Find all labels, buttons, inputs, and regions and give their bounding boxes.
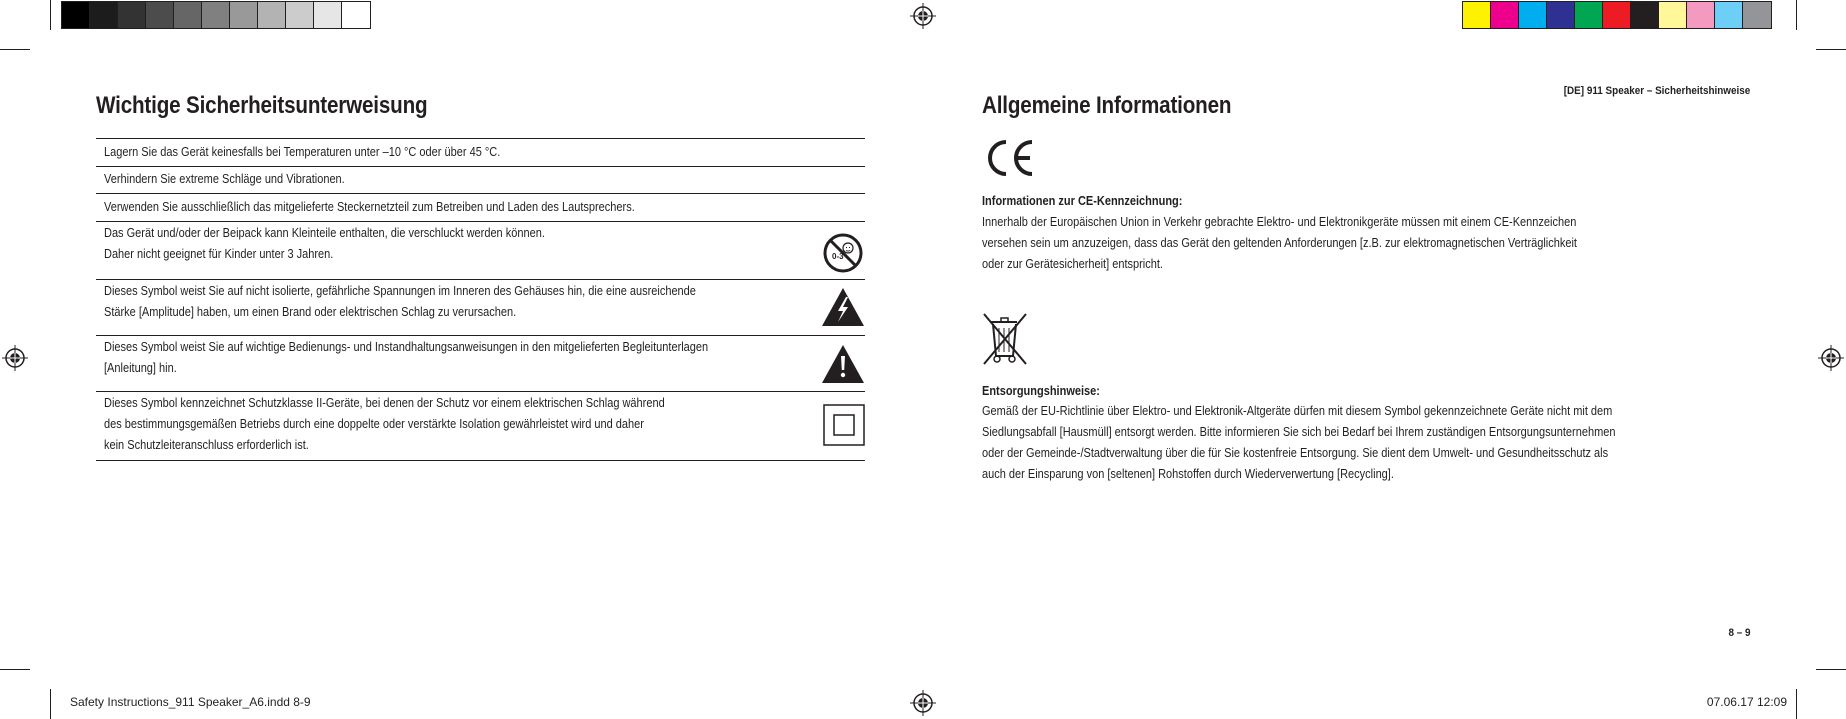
color-swatch [62,2,90,28]
page-title-left: Wichtige Sicherheitsunterweisung [96,92,428,119]
table-row [96,280,865,336]
safety-table [96,138,865,461]
color-swatch [1659,2,1687,28]
row-text: Verhindern Sie extreme Schläge und Vibrationen. [104,172,345,186]
crossed-out-wheelie-bin-icon [982,312,1028,366]
running-head: [DE] 911 Speaker – Sicherheitshinweise [1563,85,1750,97]
svg-text:0-3: 0-3 [832,252,844,261]
color-swatch [1687,2,1715,28]
color-swatch [202,2,230,28]
ce-paragraph: Innerhalb der Europäischen Union in Verkehr gebrachte Elektro- und Elektronikgeräte müssen mit einem CE-Kennzeichen versehen sein um anzuzeigen, dass das Gerät den geltenden Anforderungen [z.B. zur elektromagnetischen Verträglichkeit oder zur Gerätesicherheit] entspricht. [982,215,1577,271]
file-slug: Safety Instructions_911 Speaker_A6.indd 8-9 [70,695,311,709]
color-swatch [1631,2,1659,28]
crop-mark [1796,0,1797,30]
crop-mark [1816,669,1846,670]
caution-exclamation-icon [821,344,865,384]
registration-mark-icon [910,3,936,29]
table-row [96,222,865,280]
row-text: Verwenden Sie ausschließlich das mitgelieferte Steckernetzteil zum Betreiben und Laden des Lautsprechers. [104,200,635,214]
color-swatch [90,2,118,28]
color-swatch [1491,2,1519,28]
crop-mark [0,49,30,50]
date-slug: 07.06.17 12:09 [1706,695,1787,709]
color-swatch [342,2,370,28]
high-voltage-warning-icon [821,287,865,327]
color-swatch [1715,2,1743,28]
table-row [96,139,865,167]
table-row [96,194,865,222]
ce-mark-icon [984,138,1038,178]
color-swatch [1547,2,1575,28]
row-text: Das Gerät und/oder der Beipack kann Kleinteile enthalten, die verschluckt werden können. Daher nicht geeignet für Kinder unter 3 Jahren. [104,226,545,261]
registration-mark-icon [2,345,28,371]
table-row [96,392,865,461]
crop-mark [1816,49,1846,50]
row-text: Lagern Sie das Gerät keinesfalls bei Temperaturen unter –10 °C oder über 45 °C. [104,145,501,159]
registration-mark-icon [1818,345,1844,371]
color-swatch [118,2,146,28]
color-swatch [230,2,258,28]
protection-class-ii-icon [823,404,865,446]
disposal-heading: Entsorgungshinweise: [982,384,1100,398]
color-swatch [1603,2,1631,28]
ce-heading: Informationen zur CE-Kennzeichnung: [982,194,1183,208]
crop-mark [50,689,51,719]
row-text: Dieses Symbol kennzeichnet Schutzklasse II-Geräte, bei denen der Schutz vor einem elektrischen Schlag während des bestimmungsgemäßen Betriebs durch eine doppelte oder verstärkte Isolation gewährleistet wird und daher kein Schutzleiteranschluss erforderlich ist. [104,396,665,452]
color-swatch [258,2,286,28]
table-row [96,167,865,194]
color-swatch [174,2,202,28]
disposal-paragraph: Gemäß der EU-Richtlinie über Elektro- und Elektronik-Altgeräte dürfen mit diesem Symbol gekennzeichnete Geräte nicht mit dem Siedlungsabfall [Hausmüll] entsorgt werden. Bitte informieren Sie sich bei Bedarf bei Ihrem zuständigen Entsorgungsunternehmen oder der Gemeinde-/Stadtverwaltung über die für Sie kostenfreie Entsorgung. Sie dient dem Umwelt- und Gesundheitsschutz als auch der Einsparung von [seltenen] Rohstoffen durch Wiederverwertung [Recycling]. [982,404,1616,481]
page-numbers: 8 – 9 [1727,627,1750,639]
row-text: Dieses Symbol weist Sie auf nicht isolierte, gefährliche Spannungen im Inneren des Gehäuses hin, die eine ausreichende Stärke [Amplitude] haben, um einen Brand oder elektrischen Schlag zu verursachen. [104,284,696,319]
row-text: Dieses Symbol weist Sie auf wichtige Bedienungs- und Instandhaltungsanweisungen in den mitgelieferten Begleitunterlagen [Anleitung] hin. [104,340,709,375]
color-swatch [1463,2,1491,28]
grayscale-control-bar [61,1,371,29]
color-swatch [1575,2,1603,28]
color-control-bar [1462,1,1772,29]
page-title-right: Allgemeine Informationen [982,92,1232,119]
color-swatch [1743,2,1771,28]
color-swatch [286,2,314,28]
not-for-children-0-3-icon [822,232,864,274]
color-swatch [146,2,174,28]
registration-mark-icon [910,690,936,716]
crop-mark [50,0,51,30]
table-row [96,336,865,392]
crop-mark [0,669,30,670]
crop-mark [1796,689,1797,719]
color-swatch [1519,2,1547,28]
color-swatch [314,2,342,28]
